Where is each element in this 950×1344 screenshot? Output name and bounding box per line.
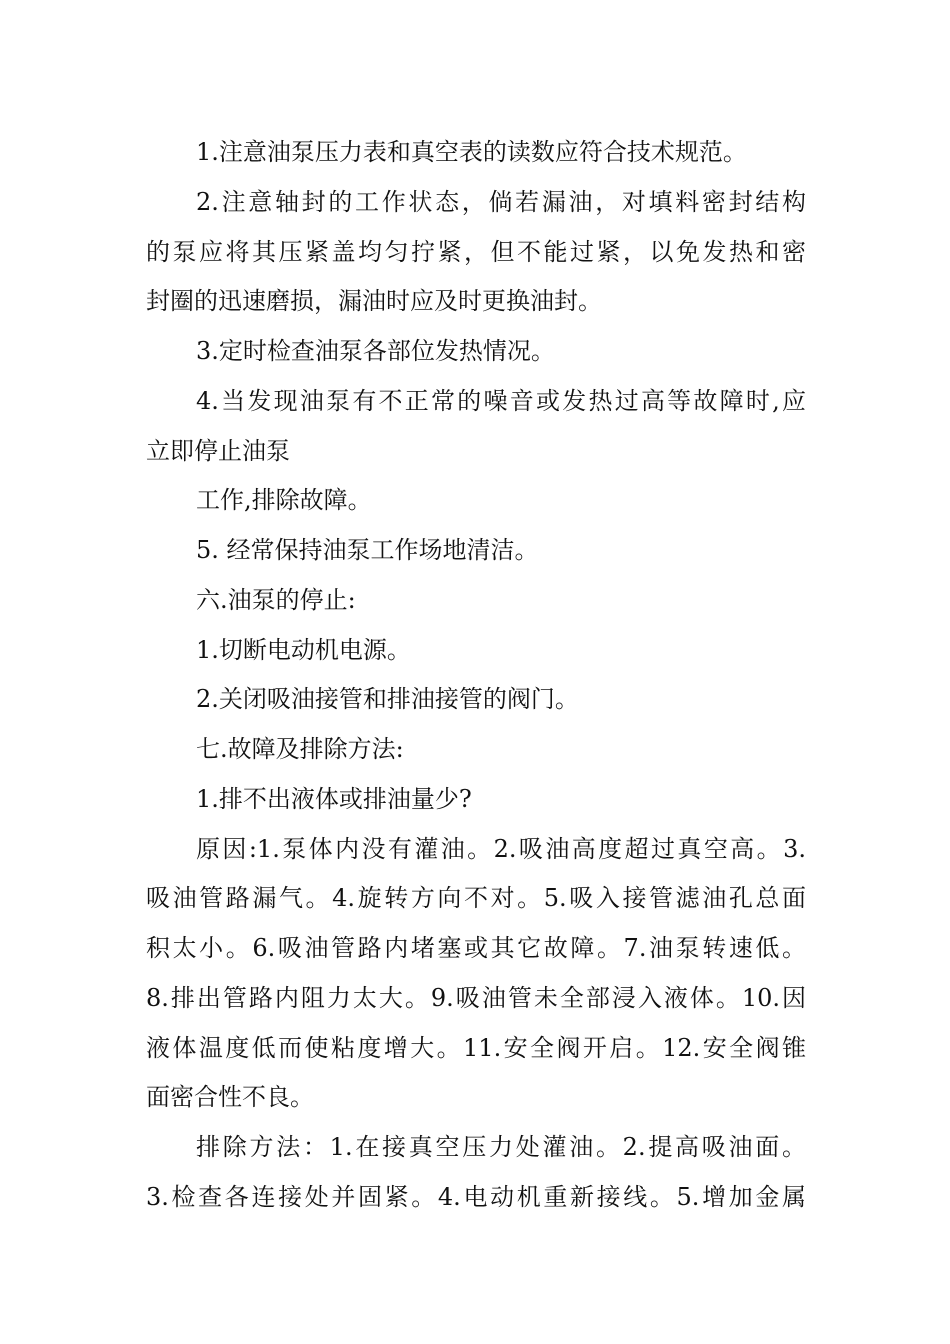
text-line: 2.关闭吸油接管和排油接管的阀门。: [196, 685, 579, 713]
text-line: 的泵应将其压紧盖均匀拧紧，但不能过紧，以免发热和密: [146, 238, 806, 266]
text-line: 积太小。6.吸油管路内堵塞或其它故障。7.油泵转速低。: [146, 934, 806, 962]
text-line: 4.当发现油泵有不正常的噪音或发热过高等故障时,应: [196, 387, 806, 415]
text-line: 3.定时检查油泵各部位发热情况。: [196, 337, 555, 365]
text-line: 吸油管路漏气。4.旋转方向不对。5.吸入接管滤油孔总面: [146, 884, 806, 912]
section-heading: 七.故障及排除方法:: [196, 735, 404, 763]
text-line: 封圈的迅速磨损，漏油时应及时更换油封。: [146, 287, 602, 315]
text-line: 2.注意轴封的工作状态，倘若漏油，对填料密封结构: [196, 188, 806, 216]
text-line: 工作,排除故障。: [196, 486, 372, 514]
text-line: 排除方法：1.在接真空压力处灌油。2.提高吸油面。: [196, 1133, 806, 1161]
section-heading: 六.油泵的停止:: [196, 586, 356, 614]
text-line: 1.注意油泵压力表和真空表的读数应符合技术规范。: [196, 138, 747, 166]
text-line: 3.检查各连接处并固紧。4.电动机重新接线。5.增加金属: [146, 1183, 806, 1211]
text-line: 1.排不出液体或排油量少?: [196, 785, 472, 813]
text-line: 立即停止油泵: [146, 437, 290, 465]
text-line: 原因:1.泵体内没有灌油。2.吸油高度超过真空高。3.: [196, 835, 806, 863]
text-line: 液体温度低而使粘度增大。11.安全阀开启。12.安全阀锥: [146, 1034, 806, 1062]
text-line: 面密合性不良。: [146, 1083, 314, 1111]
text-line: 5. 经常保持油泵工作场地清洁。: [196, 536, 539, 564]
text-line: 8.排出管路内阻力太大。9.吸油管未全部浸入液体。10.因: [146, 984, 806, 1012]
text-line: 1.切断电动机电源。: [196, 636, 411, 664]
